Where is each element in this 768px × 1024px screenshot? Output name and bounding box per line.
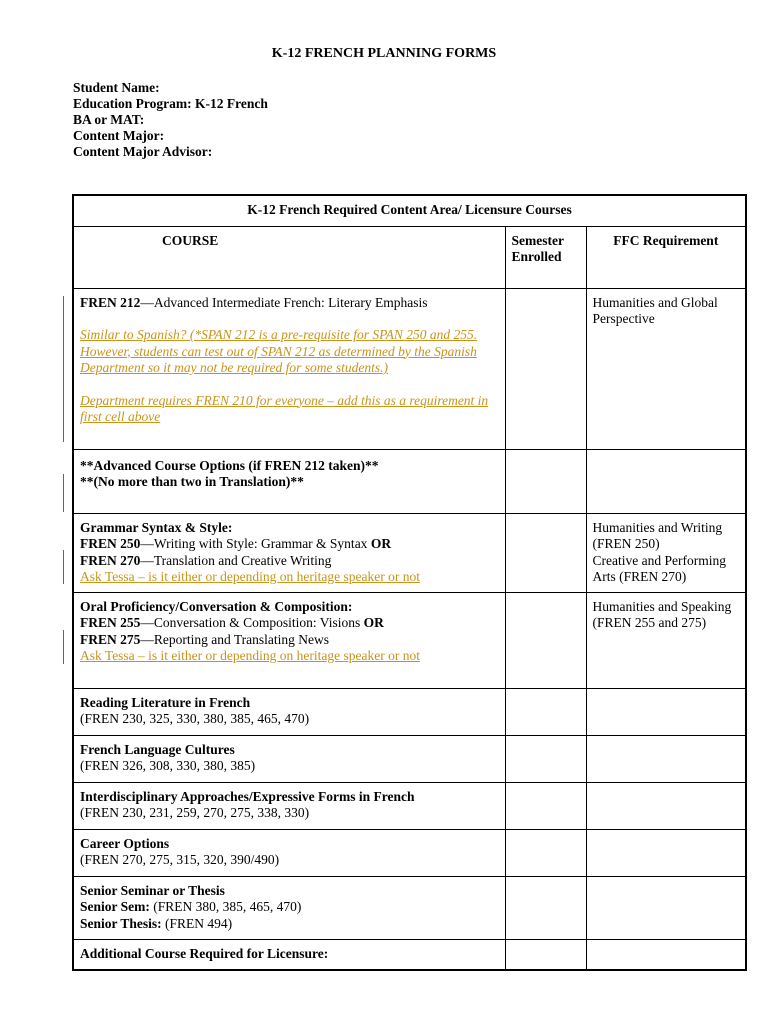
content-major-advisor-label: Content Major Advisor:: [73, 144, 213, 159]
table-row: [73, 735, 746, 782]
editor-note: Ask Tessa – is it either or depending on heritage speaker or not: [80, 569, 420, 584]
semester-cell[interactable]: [505, 876, 586, 939]
course-code: FREN 212: [80, 294, 141, 310]
ffc-cell: [586, 449, 746, 513]
course-desc: —Advanced Intermediate French: Literary Emphasis: [140, 294, 428, 310]
course-cell: [73, 592, 505, 688]
course-cell: [73, 513, 505, 592]
oral-heading: Oral Proficiency/Conversation & Composition:: [80, 598, 353, 614]
table-row: [73, 876, 746, 939]
change-bar: [63, 474, 64, 512]
table-row: [73, 939, 746, 970]
course-list: (FREN 494): [161, 915, 233, 931]
course-list: (FREN 270, 275, 315, 320, 390/490): [80, 852, 280, 867]
semester-cell[interactable]: [505, 449, 586, 513]
ffc-text: Humanities and Writing (FREN 250): [592, 519, 723, 551]
table-row: [73, 782, 746, 829]
table-row: [73, 449, 746, 513]
semester-cell[interactable]: [505, 688, 586, 735]
course-code: FREN 275: [80, 631, 141, 647]
change-bar: [63, 550, 64, 584]
editor-note: Ask Tessa – is it either or depending on heritage speaker or not: [80, 648, 420, 663]
course-cell: [73, 288, 505, 449]
course-list: (FREN 230, 231, 259, 270, 275, 338, 330): [80, 805, 310, 820]
category-heading: Interdisciplinary Approaches/Expressive Forms in French: [80, 788, 415, 804]
ffc-cell: [586, 876, 746, 939]
course-cell: [73, 688, 505, 735]
course-code: FREN 250: [80, 536, 141, 551]
grammar-heading: Grammar Syntax & Style:: [80, 519, 233, 535]
ffc-cell: [586, 688, 746, 735]
course-desc: —Translation and Creative Writing: [140, 552, 332, 568]
ffc-cell: Humanities and Speaking (FREN 255 and 275): [586, 592, 746, 688]
course-list: (FREN 380, 385, 465, 470): [149, 899, 302, 914]
course-cell: [73, 449, 505, 513]
course-cell: [73, 939, 505, 970]
semester-column-header: Semester Enrolled: [505, 226, 586, 288]
course-list: (FREN 230, 325, 330, 380, 385, 465, 470): [80, 711, 310, 726]
semester-cell[interactable]: [505, 288, 586, 449]
table-row: [73, 688, 746, 735]
education-program-label: Education Program: K-12 French: [73, 96, 268, 111]
ffc-cell: Humanities and Global Perspective: [586, 288, 746, 449]
ffc-cell: [586, 782, 746, 829]
editor-note: Similar to Spanish? (*SPAN 212 is a pre-requisite for SPAN 250 and 255. However, students can test out of SPAN 212 as determined by the Spanish Department so it may not be required for some students.): [80, 327, 478, 375]
table-caption: K-12 French Required Content Area/ Licensure Courses: [73, 195, 746, 226]
senior-thesis-label: Senior Thesis:: [80, 915, 162, 931]
course-code: FREN 255: [80, 615, 141, 630]
course-desc: —Reporting and Translating News: [140, 631, 329, 647]
change-bar: [63, 630, 64, 664]
advanced-options-line2: **(No more than two in Translation)**: [80, 474, 304, 489]
student-info-fields: [73, 80, 268, 160]
category-heading: Additional Course Required for Licensure:: [80, 945, 329, 961]
ffc-cell: [586, 829, 746, 876]
content-major-label: Content Major:: [73, 128, 165, 143]
table-row: [73, 513, 746, 592]
category-heading: Senior Seminar or Thesis: [80, 882, 225, 898]
course-code: FREN 270: [80, 552, 141, 568]
category-heading: French Language Cultures: [80, 741, 235, 757]
semester-cell[interactable]: [505, 782, 586, 829]
table-row: [73, 592, 746, 688]
ffc-cell: [586, 939, 746, 970]
or-label: OR: [370, 536, 392, 551]
category-heading: Career Options: [80, 835, 170, 851]
course-desc: —Conversation & Composition: Visions: [140, 615, 364, 630]
student-name-label: Student Name:: [73, 80, 160, 95]
ffc-cell: [586, 735, 746, 782]
semester-cell[interactable]: [505, 592, 586, 688]
senior-sem-label: Senior Sem:: [80, 899, 150, 914]
course-table: [72, 194, 747, 971]
course-column-header: COURSE: [73, 226, 505, 288]
table-row: [73, 288, 746, 449]
ba-or-mat-label: BA or MAT:: [73, 112, 145, 127]
editor-note: Department requires FREN 210 for everyone – add this as a requirement in first cell above: [80, 392, 489, 424]
course-cell: [73, 782, 505, 829]
semester-cell[interactable]: [505, 829, 586, 876]
course-cell: [73, 876, 505, 939]
ffc-cell: [586, 513, 746, 592]
advanced-options-line1: **Advanced Course Options (if FREN 212 taken)**: [80, 457, 379, 473]
category-heading: Reading Literature in French: [80, 694, 251, 710]
document-title: K-12 FRENCH PLANNING FORMS: [271, 46, 497, 61]
course-cell: [73, 735, 505, 782]
change-bar: [63, 296, 64, 442]
semester-cell[interactable]: [505, 735, 586, 782]
ffc-column-header: FFC Requirement: [586, 226, 746, 288]
table-row: [73, 829, 746, 876]
semester-cell[interactable]: [505, 939, 586, 970]
semester-cell[interactable]: [505, 513, 586, 592]
course-list: (FREN 326, 308, 330, 380, 385): [80, 758, 256, 773]
course-desc: —Writing with Style: Grammar & Syntax: [140, 536, 371, 551]
course-cell: [73, 829, 505, 876]
or-label: OR: [363, 615, 384, 630]
ffc-text: Creative and Performing Arts (FREN 270): [592, 552, 726, 584]
